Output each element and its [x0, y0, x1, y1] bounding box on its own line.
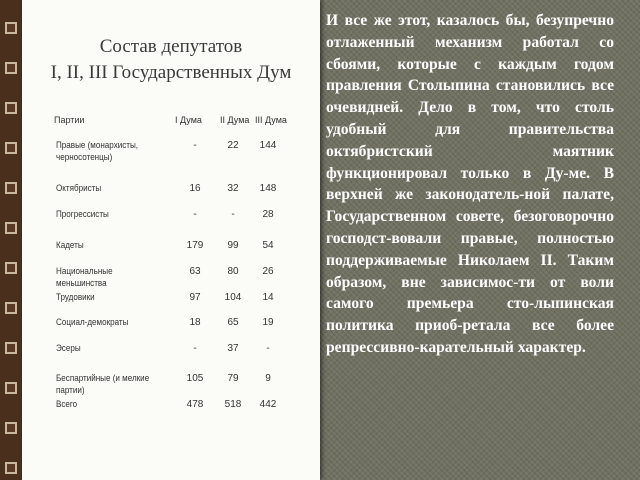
table-cell: 37: [227, 343, 239, 354]
table-cell: 148: [259, 183, 277, 194]
table-cell: 442: [259, 399, 277, 410]
table-cell: 80: [227, 266, 239, 277]
table-cell: 518: [224, 399, 242, 410]
deputies-table-image: [22, 0, 320, 480]
strip-square-icon: [5, 382, 17, 394]
strip-square-icon: [5, 102, 17, 114]
table-cell: 179: [186, 240, 204, 251]
strip-square-icon: [5, 462, 17, 474]
table-cell: 79: [227, 373, 239, 384]
header-parties: Партии: [54, 115, 85, 125]
table-title: Состав депутатов: [99, 36, 243, 57]
strip-square-icon: [5, 22, 17, 34]
table-cell: 19: [262, 317, 274, 328]
strip-square-icon: [5, 262, 17, 274]
table-cell: 99: [227, 240, 239, 251]
table-row-label: Социал-демократы: [56, 317, 129, 328]
table-row-label: Эсеры: [56, 343, 81, 354]
strip-square-icon: [5, 422, 17, 434]
body-text: И все же этот, казалось бы, безупречно отлаженный механизм работал со сбоями, которые с каждым годом правления Столыпина становились все очевидней. Дело в том, что столь удобный для правительства октябристский маятник функционировал только в Ду-ме. В верхней же законодатель-ной палате, Государственном совете, безоговорочно господст-вовали правые, полностью поддерживаемые Николаем II. Таким образом, вне зависимос-ти от воли самого премьера сто-лыпинская политика приоб-ретала все более репрессивно-карательный характер.: [326, 12, 614, 356]
table-row-label: Прогрессисты: [56, 209, 109, 220]
table-cell: -: [193, 343, 197, 354]
table-cell: 18: [189, 317, 201, 328]
strip-square-icon: [5, 222, 17, 234]
table-row-label: Трудовики: [56, 292, 95, 303]
table-cell: 28: [262, 209, 274, 220]
header-duma-1: I Дума: [175, 115, 202, 125]
table-cell: 65: [227, 317, 239, 328]
table-cell: 478: [186, 399, 204, 410]
table-cell: 105: [186, 373, 204, 384]
table-cell: 104: [224, 292, 242, 303]
table-row-label: Беспартийные (и мелкие партии): [56, 373, 150, 396]
table-cell: 63: [189, 266, 201, 277]
table-row-label: Октябристы: [56, 183, 102, 194]
table-cell: 16: [189, 183, 201, 194]
table-cell: 97: [189, 292, 201, 303]
table-cell: 144: [259, 140, 277, 151]
table-row-label: Правые (монархисты, черносотенцы): [56, 140, 139, 163]
table-cell: 54: [262, 240, 274, 251]
strip-square-icon: [5, 342, 17, 354]
table-cell: -: [231, 209, 235, 220]
strip-square-icon: [5, 182, 17, 194]
table-cell: 9: [265, 373, 271, 384]
table-cell: -: [193, 209, 197, 220]
strip-square-icon: [5, 142, 17, 154]
header-duma-2: II Дума: [220, 115, 250, 125]
table-cell: 14: [262, 292, 274, 303]
table-row-label: Всего: [56, 399, 78, 410]
table-subtitle: I, II, III Государственных Дум: [50, 62, 292, 83]
table-cell: 32: [227, 183, 239, 194]
strip-square-icon: [5, 302, 17, 314]
table-cell: -: [266, 343, 270, 354]
strip-square-icon: [5, 62, 17, 74]
table-row-label: Кадеты: [56, 240, 84, 251]
table-cell: -: [193, 140, 197, 151]
table-row-label: Национальные меньшинства: [56, 266, 113, 289]
header-duma-3: III Дума: [255, 115, 287, 125]
table-cell: 26: [262, 266, 274, 277]
table-cell: 22: [227, 140, 239, 151]
